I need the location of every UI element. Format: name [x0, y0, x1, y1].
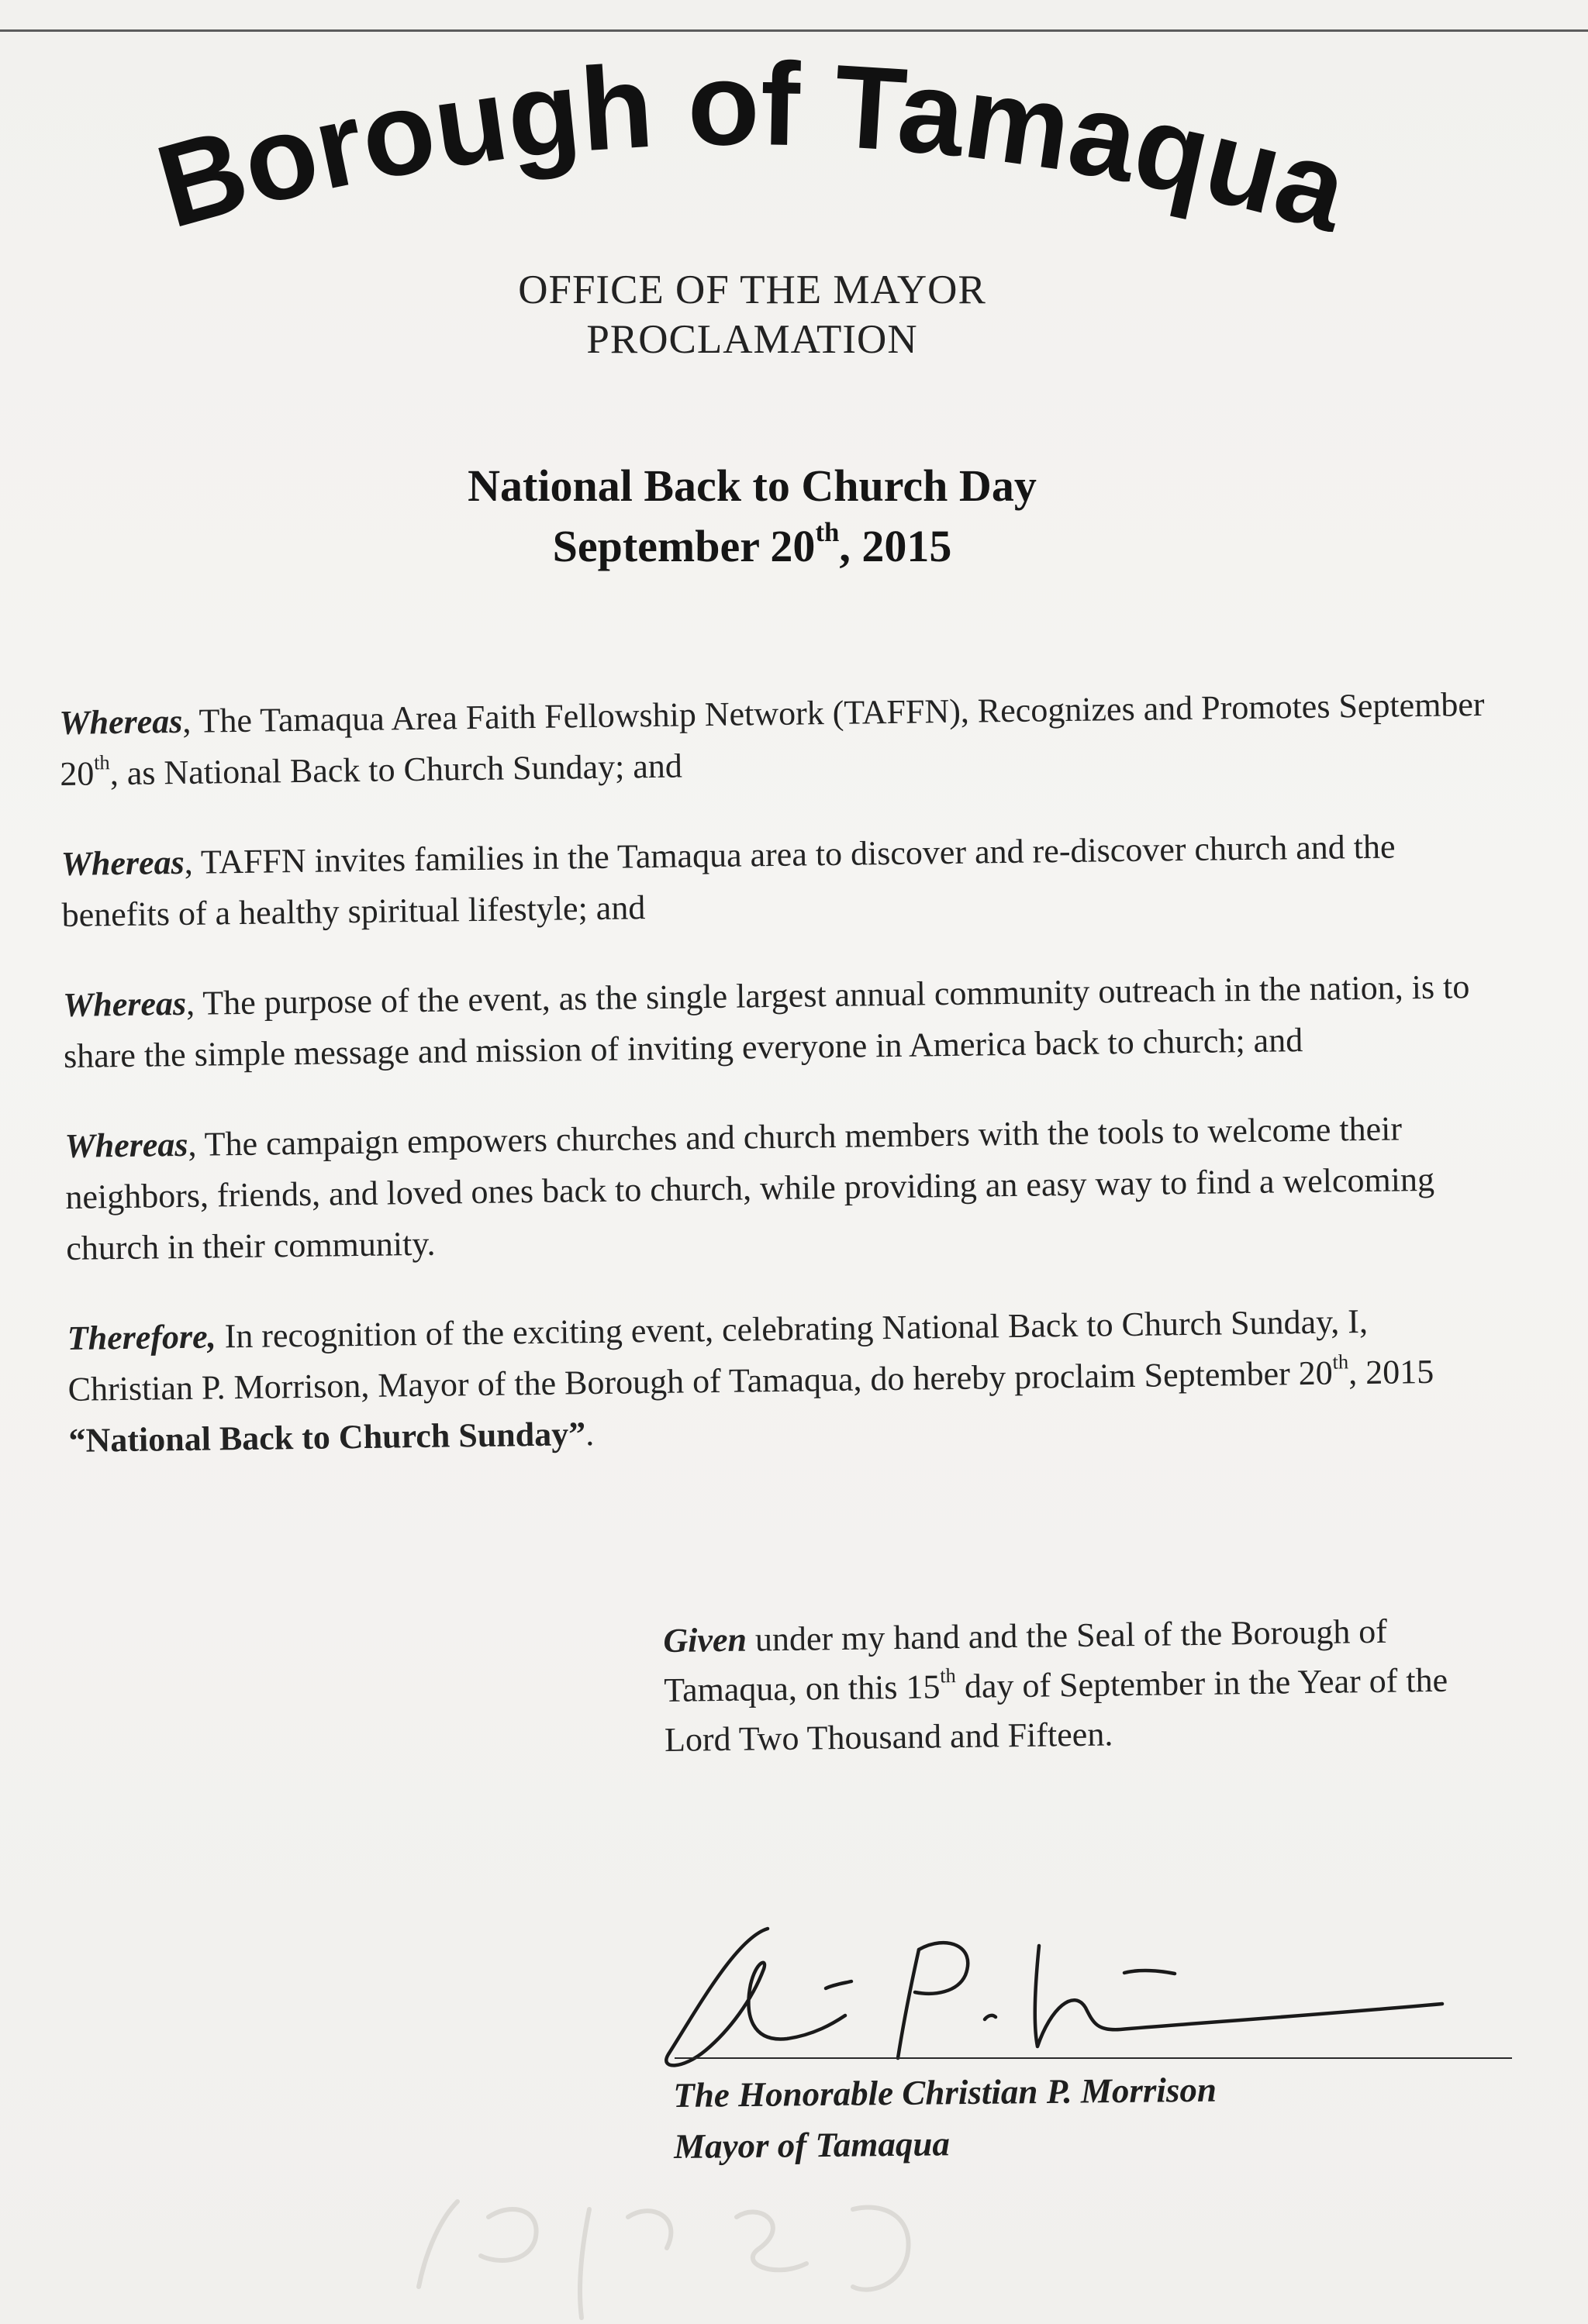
- office-name: OFFICE OF THE MAYOR: [518, 267, 986, 312]
- office-header: [0, 265, 1504, 364]
- signatory-block: [673, 2060, 1527, 2172]
- signatory-name: The Honorable Christian P. Morrison: [673, 2070, 1217, 2115]
- signatory-title: Mayor of Tamaqua: [673, 2124, 951, 2166]
- proclamation-heading: [0, 456, 1504, 577]
- document-type: PROCLAMATION: [586, 317, 918, 362]
- signature-line: [675, 2057, 1512, 2059]
- whereas-lead: Whereas: [64, 1125, 188, 1165]
- borough-title: Borough of Tamaqua: [143, 37, 1362, 257]
- event-name: National Back to Church Day: [468, 460, 1037, 511]
- proclamation-body: [59, 679, 1496, 1505]
- faint-bleed-through: [372, 2171, 1070, 2324]
- therefore-lead: Therefore,: [67, 1317, 216, 1357]
- proclaimed-day: “National Back to Church Sunday”: [68, 1415, 586, 1460]
- given-lead: Given: [663, 1620, 747, 1660]
- therefore-paragraph: Therefore, In recognition of the exciting event, celebrating National Back to Church Sunday, I, Christian P. Morrison, Mayor of the Borough of Tamaqua, do hereby proclaim September 20th, 2015 “National Back to Church Sunday”.: [67, 1302, 1434, 1460]
- whereas-paragraph-4: Whereas, The campaign empowers churches and church members with the tools to welcome their neighbors, friends, and loved ones back to church, while providing an easy way to find a welcoming church in their community.: [64, 1109, 1435, 1267]
- whereas-lead: Whereas: [60, 843, 185, 883]
- whereas-paragraph-3: Whereas, The purpose of the event, as the single largest annual community outreach in the nation, is to share the simple message and mission of inviting everyone in America back to church; and: [62, 967, 1470, 1075]
- event-date: September 20th, 2015: [552, 517, 952, 571]
- whereas-paragraph-2: Whereas, TAFFN invites families in the Tamaqua area to discover and re-discover church and the benefits of a healthy spiritual lifestyle; and: [60, 827, 1396, 934]
- whereas-lead: Whereas: [62, 984, 187, 1024]
- whereas-paragraph-1: Whereas, The Tamaqua Area Faith Fellowship Network (TAFFN), Recognizes and Promotes September 20th, as National Back to Church Sunday; and: [59, 684, 1485, 793]
- whereas-lead: Whereas: [59, 702, 183, 742]
- given-clause: Given under my hand and the Seal of the Borough of Tamaqua, on this 15th day of September in the Year of the Lord Two Thousand and Fifteen.: [663, 1612, 1448, 1759]
